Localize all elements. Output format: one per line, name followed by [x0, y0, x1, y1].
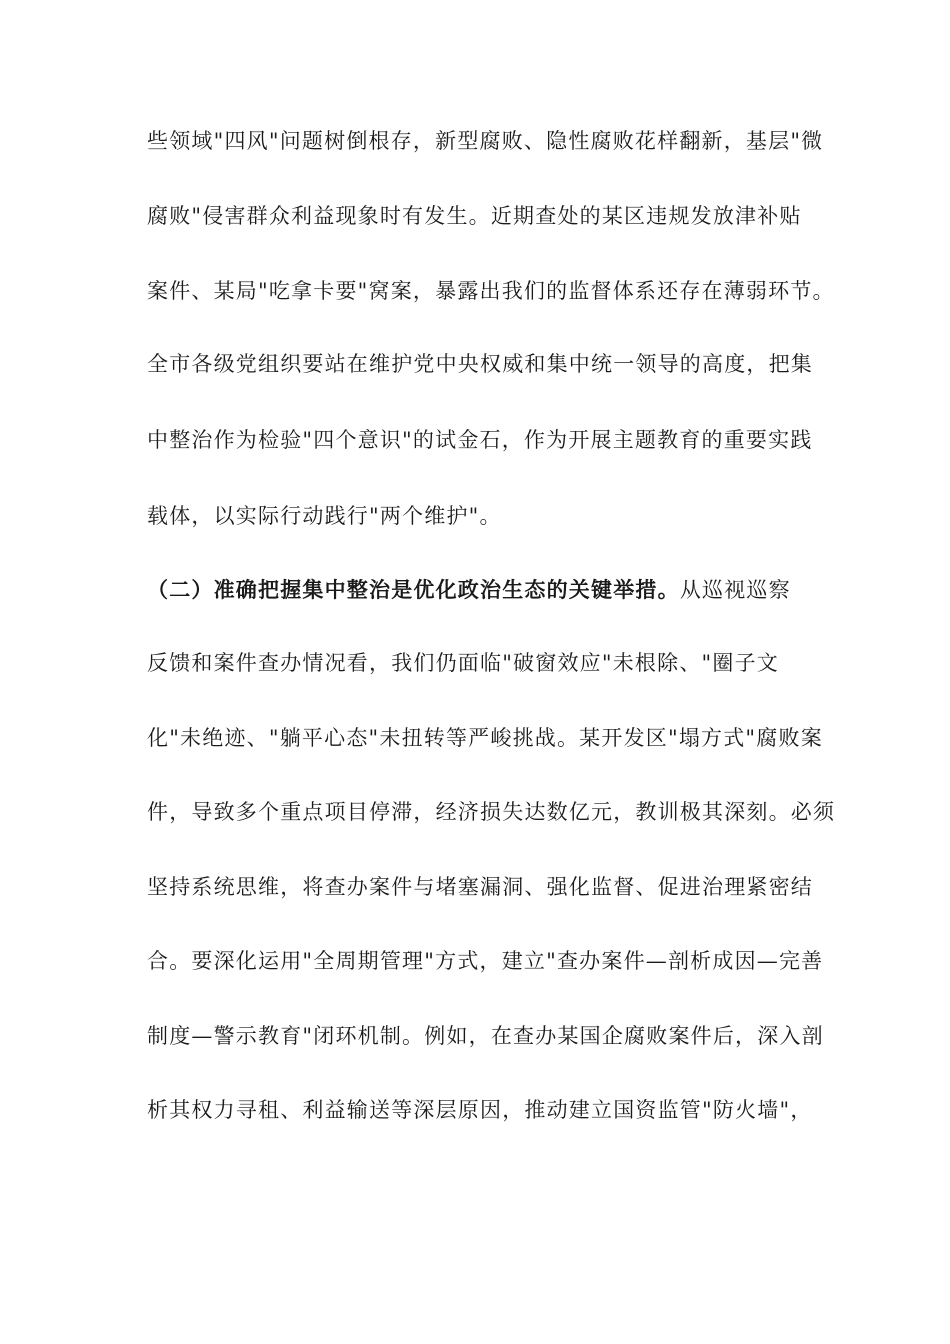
paragraph-line: 腐败"侵害群众利益现象时有发生。近期查处的某区违规发放津补贴 [147, 204, 802, 228]
paragraph-line: 反馈和案件查办情况看，我们仍面临"破窗效应"未根除、"圈子文 [147, 651, 779, 675]
paragraph-line: 些领域"四风"问题树倒根存，新型腐败、隐性腐败花样翻新，基层"微 [147, 129, 824, 153]
section-heading: （二）准确把握集中整治是优化政治生态的关键举措。 [147, 577, 680, 602]
paragraph-line: 全市各级党组织要站在维护党中央权威和集中统一领导的高度，把集 [147, 352, 813, 376]
paragraph-line: 载体，以实际行动践行"两个维护"。 [147, 504, 502, 528]
paragraph-line: 化"未绝迹、"躺平心态"未扭转等严峻挑战。某开发区"塌方式"腐败案 [147, 726, 823, 750]
paragraph-line: 中整治作为检验"四个意识"的试金石，作为开展主题教育的重要实践 [147, 428, 813, 452]
paragraph-line: 制度—警示教育"闭环机制。例如，在查办某国企腐败案件后，深入剖 [147, 1024, 824, 1048]
section-heading-continuation: 从巡视巡察 [679, 578, 791, 602]
paragraph-line: 析其权力寻租、利益输送等深层原因，推动建立国资监管"防火墙"， [147, 1098, 813, 1122]
paragraph-line: 件，导致多个重点项目停滞，经济损失达数亿元，教训极其深刻。必须 [147, 800, 836, 824]
section-heading-line [147, 575, 847, 605]
paragraph-line: 案件、某局"吃拿卡要"窝案，暴露出我们的监督体系还存在薄弱环节。 [147, 279, 835, 303]
paragraph-line: 合。要深化运用"全周期管理"方式，建立"查办案件—剖析成因—完善 [147, 949, 824, 973]
paragraph-line: 坚持系统思维，将查办案件与堵塞漏洞、强化监督、促进治理紧密结 [147, 875, 813, 899]
